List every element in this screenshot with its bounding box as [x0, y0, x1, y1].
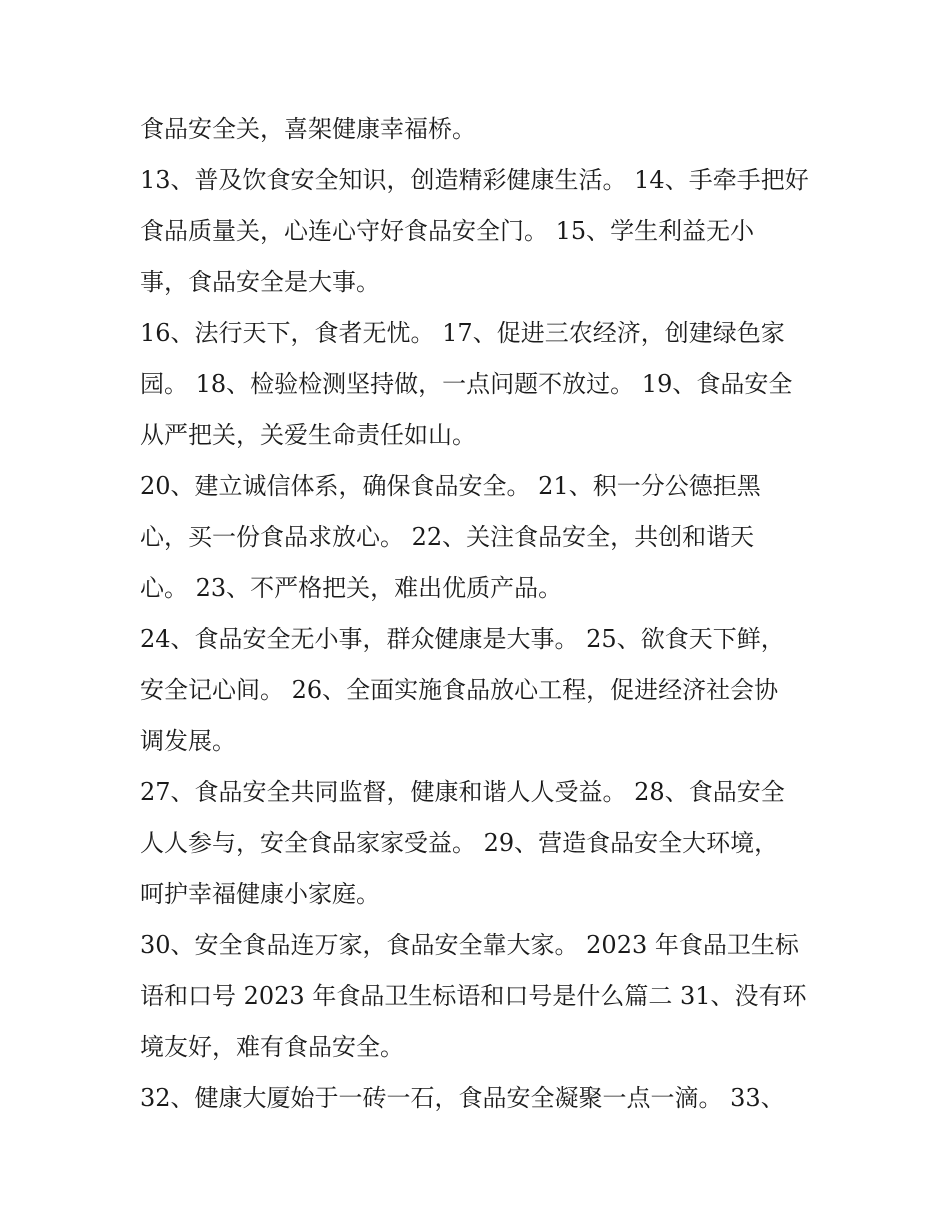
text-line: 安全记心间。 26、全面实施食品放心工程，促进经济社会协 [140, 676, 779, 704]
text-line: 30、安全食品连万家，食品安全靠大家。 2023 年食品卫生标 [140, 931, 799, 959]
text-line: 园。 18、检验检测坚持做，一点问题不放过。 19、食品安全 [140, 370, 793, 398]
text-line: 呵护幸福健康小家庭。 [140, 880, 380, 908]
text-line: 心，买一份食品求放心。 22、关注食品安全，共创和谐天 [140, 523, 755, 551]
text-line: 13、普及饮食安全知识，创造精彩健康生活。 14、手牵手把好 [140, 166, 809, 194]
text-line: 32、健康大厦始于一砖一石，食品安全凝聚一点一滴。 33、 [140, 1084, 785, 1112]
text-line: 语和口号 2023 年食品卫生标语和口号是什么篇二 31、没有环 [140, 982, 807, 1010]
text-line: 24、食品安全无小事，群众健康是大事。 25、欲食天下鲜， [140, 625, 785, 653]
text-line: 调发展。 [140, 727, 236, 755]
text-line: 事，食品安全是大事。 [140, 268, 380, 296]
body-text [140, 104, 820, 1124]
text-line: 27、食品安全共同监督，健康和谐人人受益。 28、食品安全 [140, 778, 785, 806]
text-line: 16、法行天下，食者无忧。 17、促进三农经济，创建绿色家 [140, 319, 785, 347]
text-line: 20、建立诚信体系，确保食品安全。 21、积一分公德拒黑 [140, 472, 761, 500]
text-line: 人人参与，安全食品家家受益。 29、营造食品安全大环境， [140, 829, 779, 857]
text-line: 境友好，难有食品安全。 [140, 1033, 404, 1061]
text-line: 食品安全关，喜架健康幸福桥。 [140, 115, 476, 143]
text-line: 心。 23、不严格把关，难出优质产品。 [140, 574, 563, 602]
text-line: 食品质量关，心连心守好食品安全门。 15、学生利益无小 [140, 217, 755, 245]
text-line: 从严把关，关爱生命责任如山。 [140, 421, 476, 449]
